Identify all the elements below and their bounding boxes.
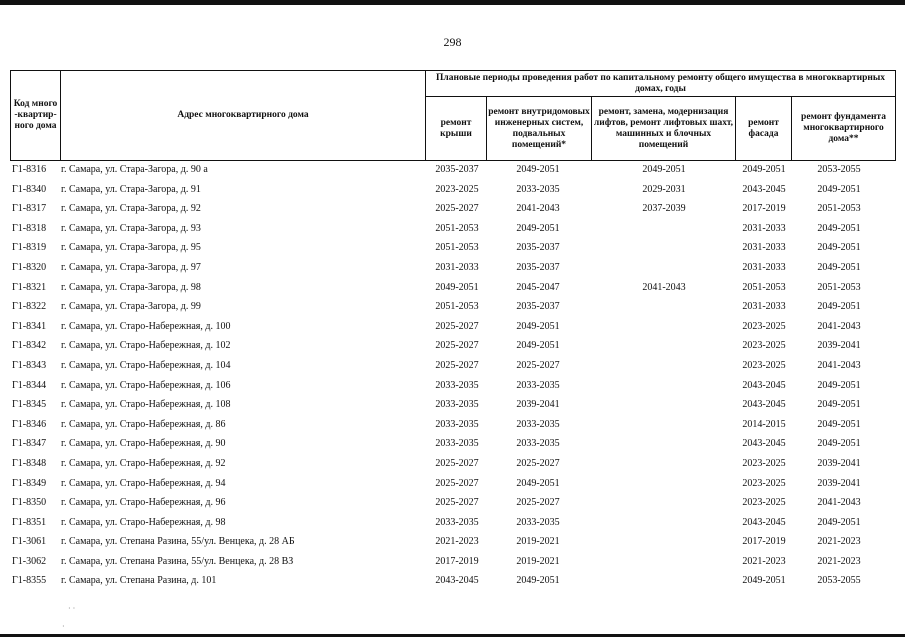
cell-engineering: 2035-2037 — [516, 301, 560, 313]
cell-foundation: 2049-2051 — [817, 183, 861, 195]
cell-foundation: 2053-2055 — [817, 164, 861, 175]
cell-facade: 2031-2033 — [742, 301, 786, 313]
cell-foundation: 2041-2043 — [817, 359, 861, 371]
header-lifts-label: ремонт, замена, модернизация лифтов, ремонт лифтовых шахт, машинных и блочных помещений — [593, 106, 734, 150]
header-address — [60, 70, 426, 161]
cell-foundation: 2049-2051 — [817, 399, 861, 411]
cell-facade: 2051-2053 — [742, 281, 786, 293]
header-engineering — [486, 96, 592, 161]
cell-roof: 2033-2035 — [435, 516, 479, 528]
table-row — [10, 161, 896, 181]
cell-code: Г1-8344 — [12, 379, 47, 391]
header-lifts — [591, 96, 736, 161]
cell-foundation: 2039-2041 — [817, 457, 861, 469]
header-engineering-label: ремонт внутридомовых инженерных систем, подвальных помещений* — [488, 106, 590, 150]
header-periods-label: Плановые периоды проведения работ по капитальному ремонту общего имущества в многоквартирных домах, годы — [436, 72, 885, 94]
cell-address: г. Самара, ул. Старо-Набережная, д. 92 — [61, 457, 226, 469]
table-row — [10, 318, 896, 338]
cell-address: г. Самара, ул. Степана Разина, 55/ул. Венцека, д. 28 ВЗ — [61, 555, 294, 567]
cell-address: г. Самара, ул. Стара-Загора, д. 97 — [61, 261, 201, 273]
cell-foundation: 2021-2023 — [817, 555, 861, 567]
table-row — [10, 357, 896, 377]
cell-roof: 2051-2053 — [435, 301, 479, 313]
table-row — [10, 181, 896, 201]
cell-foundation: 2041-2043 — [817, 320, 861, 332]
cell-code: Г1-8317 — [12, 203, 47, 215]
cell-facade: 2031-2033 — [742, 242, 786, 254]
cell-code: Г1-8340 — [12, 183, 47, 195]
header-foundation — [791, 96, 896, 161]
cell-code: Г1-8316 — [12, 164, 47, 175]
cell-code: Г1-8351 — [12, 516, 47, 528]
cell-roof: 2017-2019 — [435, 555, 479, 567]
cell-address: г. Самара, ул. Стара-Загора, д. 93 — [61, 222, 201, 234]
cell-facade: 2049-2051 — [742, 164, 786, 175]
cell-address: г. Самара, ул. Стара-Загора, д. 99 — [61, 301, 201, 313]
cell-facade: 2021-2023 — [742, 555, 786, 567]
cell-foundation: 2039-2041 — [817, 477, 861, 489]
header-code — [10, 70, 61, 161]
cell-foundation: 2049-2051 — [817, 379, 861, 391]
cell-code: Г1-8341 — [12, 320, 47, 332]
table-row — [10, 416, 896, 436]
cell-foundation: 2049-2051 — [817, 516, 861, 528]
table-row — [10, 572, 896, 592]
cell-facade: 2031-2033 — [742, 222, 786, 234]
cell-roof: 2031-2033 — [435, 261, 479, 273]
cell-foundation: 2049-2051 — [817, 438, 861, 450]
cell-address: г. Самара, ул. Стара-Загора, д. 92 — [61, 203, 201, 215]
cell-foundation: 2049-2051 — [817, 222, 861, 234]
cell-facade: 2014-2015 — [742, 418, 786, 430]
cell-engineering: 2039-2041 — [516, 399, 560, 411]
cell-engineering: 2033-2035 — [516, 379, 560, 391]
cell-facade: 2043-2045 — [742, 379, 786, 391]
cell-code: Г1-8348 — [12, 457, 47, 469]
cell-engineering: 2033-2035 — [516, 516, 560, 528]
cell-code: Г1-8319 — [12, 242, 47, 254]
cell-roof: 2051-2053 — [435, 242, 479, 254]
cell-address: г. Самара, ул. Старо-Набережная, д. 106 — [61, 379, 231, 391]
cell-roof: 2023-2025 — [435, 183, 479, 195]
cell-roof: 2025-2027 — [435, 457, 479, 469]
cell-engineering: 2033-2035 — [516, 183, 560, 195]
cell-foundation: 2053-2055 — [817, 575, 861, 587]
cell-engineering: 2025-2027 — [516, 497, 560, 509]
cell-foundation: 2049-2051 — [817, 418, 861, 430]
cell-address: г. Самара, ул. Старо-Набережная, д. 104 — [61, 359, 231, 371]
cell-facade: 2017-2019 — [742, 536, 786, 548]
cell-foundation: 2051-2053 — [817, 203, 861, 215]
header-address-label: Адрес многоквартирного дома — [177, 110, 309, 120]
cell-facade: 2023-2025 — [742, 320, 786, 332]
cell-code: Г1-8343 — [12, 359, 47, 371]
table-row — [10, 533, 896, 553]
cell-facade: 2023-2025 — [742, 457, 786, 469]
cell-code: Г1-8345 — [12, 399, 47, 411]
cell-code: Г1-3061 — [12, 536, 47, 548]
cell-engineering: 2049-2051 — [516, 477, 560, 489]
cell-facade: 2023-2025 — [742, 477, 786, 489]
cell-roof: 2025-2027 — [435, 359, 479, 371]
cell-roof: 2035-2037 — [435, 164, 479, 175]
cell-address: г. Самара, ул. Степана Разина, 55/ул. Венцека, д. 28 АБ — [61, 536, 295, 548]
cell-foundation: 2041-2043 — [817, 497, 861, 509]
cell-engineering: 2035-2037 — [516, 242, 560, 254]
cell-address: г. Самара, ул. Старо-Набережная, д. 94 — [61, 477, 226, 489]
cell-engineering: 2019-2021 — [516, 536, 560, 548]
cell-facade: 2043-2045 — [742, 438, 786, 450]
cell-lifts: 2041-2043 — [642, 281, 686, 293]
cell-code: Г1-8320 — [12, 261, 47, 273]
cell-foundation: 2049-2051 — [817, 261, 861, 273]
header-foundation-label: ремонт фундамента многоквартирного дома** — [801, 112, 886, 144]
cell-roof: 2025-2027 — [435, 203, 479, 215]
cell-roof: 2021-2023 — [435, 536, 479, 548]
table-row — [10, 259, 896, 279]
cell-roof: 2043-2045 — [435, 575, 479, 587]
cell-code: Г1-8350 — [12, 497, 47, 509]
cell-roof: 2033-2035 — [435, 418, 479, 430]
cell-roof: 2025-2027 — [435, 497, 479, 509]
cell-lifts: 2037-2039 — [642, 203, 686, 215]
header-facade-label: ремонт фасада — [748, 117, 779, 139]
bottom-border-rule — [0, 634, 905, 637]
cell-address: г. Самара, ул. Старо-Набережная, д. 102 — [61, 340, 231, 352]
cell-address: г. Самара, ул. Старо-Набережная, д. 100 — [61, 320, 231, 332]
cell-engineering: 2025-2027 — [516, 457, 560, 469]
table-body — [10, 161, 896, 592]
cell-facade: 2017-2019 — [742, 203, 786, 215]
cell-engineering: 2049-2051 — [516, 320, 560, 332]
header-roof-label: ремонт крыши — [440, 117, 472, 139]
cell-code: Г1-8355 — [12, 575, 47, 587]
cell-facade: 2023-2025 — [742, 340, 786, 352]
table-row — [10, 396, 896, 416]
cell-foundation: 2049-2051 — [817, 242, 861, 254]
table-row — [10, 200, 896, 220]
cell-engineering: 2049-2051 — [516, 340, 560, 352]
cell-facade: 2043-2045 — [742, 399, 786, 411]
cell-roof: 2025-2027 — [435, 320, 479, 332]
cell-facade: 2023-2025 — [742, 359, 786, 371]
cell-roof: 2025-2027 — [435, 477, 479, 489]
table-row — [10, 494, 896, 514]
cell-engineering: 2025-2027 — [516, 359, 560, 371]
header-facade — [735, 96, 792, 161]
cell-address: г. Самара, ул. Стара-Загора, д. 98 — [61, 281, 201, 293]
cell-address: г. Самара, ул. Стара-Загора, д. 95 — [61, 242, 201, 254]
cell-address: г. Самара, ул. Старо-Набережная, д. 96 — [61, 497, 226, 509]
cell-facade: 2043-2045 — [742, 516, 786, 528]
table-row — [10, 337, 896, 357]
scan-speck: · — [62, 622, 65, 631]
cell-code: Г1-8347 — [12, 438, 47, 450]
cell-code: Г1-8322 — [12, 301, 47, 313]
cell-roof: 2033-2035 — [435, 379, 479, 391]
table-row — [10, 239, 896, 259]
cell-roof: 2033-2035 — [435, 438, 479, 450]
cell-code: Г1-8349 — [12, 477, 47, 489]
cell-address: г. Самара, ул. Стара-Загора, д. 91 — [61, 183, 201, 195]
cell-code: Г1-8318 — [12, 222, 47, 234]
top-border-rule — [0, 0, 905, 5]
cell-engineering: 2045-2047 — [516, 281, 560, 293]
cell-roof: 2049-2051 — [435, 281, 479, 293]
cell-address: г. Самара, ул. Старо-Набережная, д. 98 — [61, 516, 226, 528]
cell-address: г. Самара, ул. Старо-Набережная, д. 86 — [61, 418, 226, 430]
cell-facade: 2049-2051 — [742, 575, 786, 587]
cell-facade: 2023-2025 — [742, 497, 786, 509]
cell-engineering: 2035-2037 — [516, 261, 560, 273]
scan-speck: · · — [68, 604, 76, 613]
table-row — [10, 514, 896, 534]
cell-roof: 2025-2027 — [435, 340, 479, 352]
page-number: 298 — [443, 35, 462, 49]
table-row — [10, 553, 896, 573]
cell-facade: 2043-2045 — [742, 183, 786, 195]
header-periods — [425, 70, 896, 97]
header-roof — [425, 96, 487, 161]
table-row — [10, 298, 896, 318]
cell-foundation: 2051-2053 — [817, 281, 861, 293]
cell-code: Г1-8342 — [12, 340, 47, 352]
cell-foundation: 2049-2051 — [817, 301, 861, 313]
cell-roof: 2051-2053 — [435, 222, 479, 234]
cell-code: Г1-8321 — [12, 281, 47, 293]
cell-facade: 2031-2033 — [742, 261, 786, 273]
cell-engineering: 2033-2035 — [516, 438, 560, 450]
cell-address: г. Самара, ул. Стара-Загора, д. 90 а — [61, 164, 208, 175]
table-row — [10, 377, 896, 397]
cell-roof: 2033-2035 — [435, 399, 479, 411]
table-row — [10, 220, 896, 240]
table-row — [10, 475, 896, 495]
header-code-label: Код много-квартир-ного дома — [13, 99, 58, 131]
cell-engineering: 2049-2051 — [516, 222, 560, 234]
table-row — [10, 279, 896, 299]
cell-engineering: 2049-2051 — [516, 575, 560, 587]
cell-address: г. Самара, ул. Старо-Набережная, д. 108 — [61, 399, 231, 411]
cell-foundation: 2039-2041 — [817, 340, 861, 352]
cell-address: г. Самара, ул. Старо-Набережная, д. 90 — [61, 438, 226, 450]
cell-engineering: 2049-2051 — [516, 164, 560, 175]
cell-address: г. Самара, ул. Степана Разина, д. 101 — [61, 575, 217, 587]
cell-foundation: 2021-2023 — [817, 536, 861, 548]
cell-lifts: 2029-2031 — [642, 183, 686, 195]
cell-engineering: 2041-2043 — [516, 203, 560, 215]
table-row — [10, 455, 896, 475]
cell-engineering: 2033-2035 — [516, 418, 560, 430]
cell-lifts: 2049-2051 — [642, 164, 686, 175]
cell-engineering: 2019-2021 — [516, 555, 560, 567]
table-row — [10, 435, 896, 455]
cell-code: Г1-8346 — [12, 418, 47, 430]
cell-code: Г1-3062 — [12, 555, 47, 567]
